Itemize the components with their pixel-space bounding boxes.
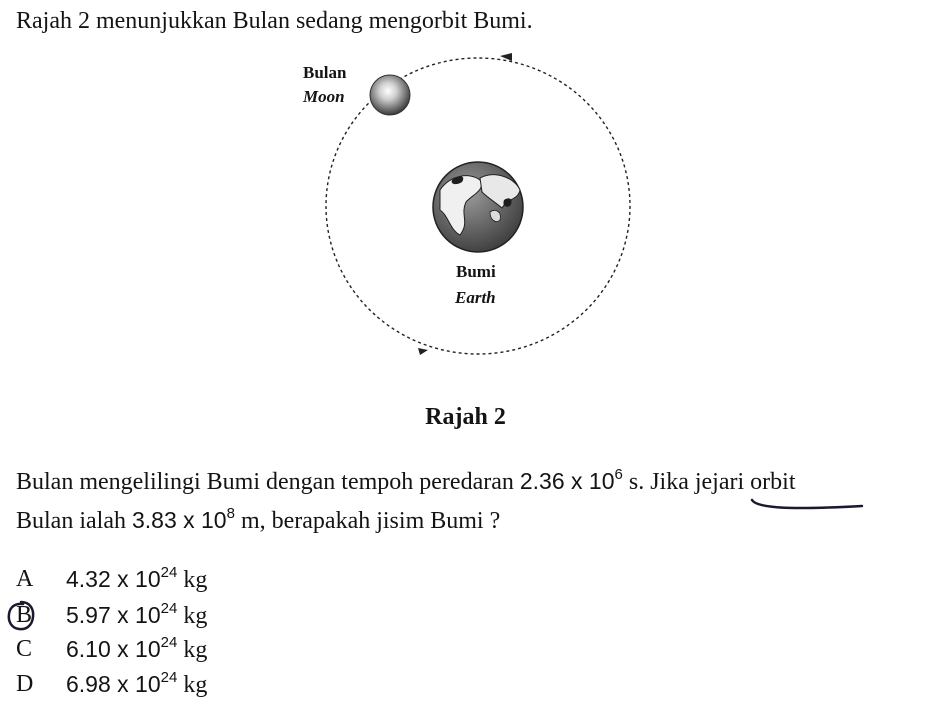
underlined-word: jejari [694,469,745,495]
orbit-arrow-bottom [418,348,428,355]
orbit-figure [290,50,670,380]
radius-mantissa: 3.83 x 10 [131,507,227,533]
option-letter: B [16,602,33,628]
moon-icon [370,75,410,115]
earth-icon [433,162,523,252]
option-unit: kg [183,637,208,663]
figure-caption: Rajah 2 [425,404,506,430]
option-exponent: 24 [160,634,178,651]
radius-exponent: 8 [226,505,235,522]
moon-label-ms: Bulan [303,63,347,82]
earth-label-en: Earth [455,288,496,307]
question-text-1c: orbit [744,469,796,495]
orbit-arrow-top [500,53,512,61]
question-text-1b: s. Jika [622,469,695,495]
option-exponent: 24 [160,564,178,581]
question-line-2 [16,507,500,535]
option-letter: C [16,636,33,662]
option-exponent: 24 [160,600,178,617]
earth-label-ms: Bumi [456,262,496,281]
pen-underline-mark [748,496,868,512]
option-letter: D [16,671,34,697]
intro-text: Rajah 2 menunjukkan Bulan sedang mengorbit Bumi. [16,8,533,34]
option-mantissa: 4.32 x 10 [66,566,161,592]
option-mantissa: 5.97 x 10 [66,602,161,628]
moon-label-en: Moon [303,87,345,106]
option-unit: kg [183,672,208,698]
answer-circle-mark [6,600,36,632]
question-text-2: Bulan ialah [16,508,132,534]
period-exponent: 6 [614,466,623,483]
option-letter: A [16,566,34,592]
option-unit: kg [183,603,208,629]
option-unit: kg [183,567,208,593]
option-mantissa: 6.98 x 10 [66,671,161,697]
option-exponent: 24 [160,669,178,686]
question-text-1: Bulan mengelilingi Bumi dengan tempoh peredaran [16,469,520,495]
option-mantissa: 6.10 x 10 [66,636,161,662]
question-line-1 [16,468,796,496]
period-mantissa: 2.36 x 10 [519,468,615,494]
orbit-diagram [290,50,670,380]
question-text-2b: m, berapakah jisim Bumi ? [234,508,501,534]
